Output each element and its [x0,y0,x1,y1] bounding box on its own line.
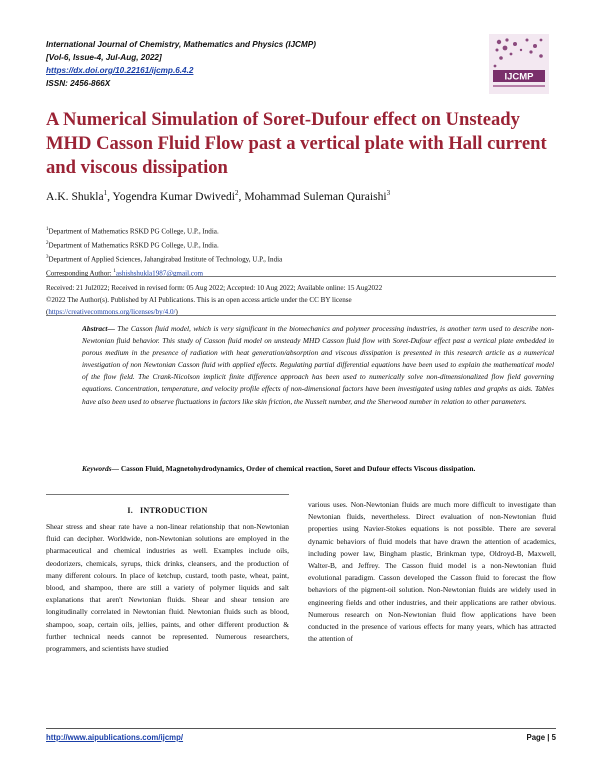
keywords-text: Casson Fluid, Magnetohydrodynamics, Order of chemical reaction, Soret and Dufour effects Viscous dissipation. [120,464,476,473]
license-link[interactable]: https://creativecommons.org/licenses/by/4.0/ [48,307,176,316]
abstract-text: The Casson fluid model, which is very significant in the biomechanics and polymer processing industries, is another term used to describe non-Newtonian fluid behavior. This study of Casson fluid model on unsteady MHD Casson fluid flow with Soret-Dufour effect past a vertical plate embedded in porous medium in the presence of radiation with heat generation/absorption and viscous dissipation is presented in this research article as a numerical investigation of non Newtonian Casson fluid with applied effects. Regulating partial differential equations have been used to explain the mathematical model of the flow field. The Crank-Nicolson implicit finite difference approach has been used to numerically solve non-dimensionalized flow field governing equations. Concentration, temperature, and velocity profile effects of non-dimensional factors have been investigated using tables and graphs as aids. Tables have also been used to observe fluctuations in factors like skin friction, the Nusselt number, and the Sherwood number in relation to other parameters. [82,324,554,406]
received-dates: Received: 21 Jul2022; Received in revised form: 05 Aug 2022; Accepted: 10 Aug 2022; Available online: 15 Aug2022 [46,284,383,292]
journal-logo [487,32,551,96]
divider-bottom [46,315,556,316]
paper-title: A Numerical Simulation of Soret-Dufour effect on Unsteady MHD Casson Fluid Flow past a vertical plate with Hall current and viscous dissipation [46,109,547,178]
abstract-label: Abstract [82,324,108,333]
corresponding-author: Corresponding Author: $^1$ashishshukla1987@gmail.com [46,268,204,278]
author-2-sup: 2 [235,189,239,197]
page-number: Page | 5 [526,733,556,742]
journal-header [46,38,446,90]
affiliation-3: $^3$Department of Applied Sciences, Jahangirabad Institute of Technology, U.P., India [46,254,283,264]
keywords-label: Keywords [82,464,112,473]
article-history [46,283,556,318]
divider-top [46,276,556,277]
author-1-sup: 1 [103,189,108,197]
affiliations [46,224,556,280]
body-column-right: various uses. Non-Newtonian fluids are much more difficult to investigate than Newtonian fluids, nevertheless. Direct evaluation of non-Newtonian fluid properties using Navier-Stokes equations is not possible. There are several dynamic behaviors of fluid models that have drawn the attention of academics, including power law, Bingham plastic, Brinkman type, Oldroyd-B, Maxwell, Walter-B, and Jeffrey. The Casson fluid model is a non-Newtonian fluid evolutional paradigm. Casson developed the Casson fluid to forecast the flow behaviors of the pigment-oil solution. Non-Newtonian fluids are widely used in engineering fields and other industries, and their applications are rather obvious. Numerous research on Non-Newtonian fluid flow applications have been conducted in the presence of various effects for many years, which has attracted the attention of [308,500,556,644]
abstract: Abstract— The Casson fluid model, which is very significant in the biomechanics and polymer processing industries, is another term used to describe non-Newtonian fluid behavior. This study of Casson fluid model on unsteady MHD Casson fluid flow with Soret-Dufour effect past a vertical plate embedded in porous medium in the presence of radiation with heat generation/absorption and viscous dissipation is presented in this research article as a numerical investigation of non Newtonian Casson fluid with applied effects. Regulating partial differential equations have been used to explain the mathematical model of the flow field. The Crank-Nicolson implicit finite difference approach has been used to numerically solve non-dimensionalized flow field governing equations. Concentration, temperature, and velocity profile effects of non-dimensional factors have been investigated using tables and graphs as aids. Tables have also been used to observe fluctuations in factors like skin friction, the Nusselt number, and the Sherwood number in relation to other parameters. [82,324,554,406]
keywords: Keywords— Casson Fluid, Magnetohydrodynamics, Order of chemical reaction, Soret and Dufour effects Viscous dissipation. [82,464,476,473]
section-heading: I. INTRODUCTION [127,506,208,515]
issn: ISSN: 2456-866X [46,79,111,88]
doi-link[interactable]: https://dx.doi.org/10.22161/ijcmp.6.4.2 [46,66,194,75]
author-3: Mohammad Suleman Quraishi [244,189,387,203]
copyright-notice: ©2022 The Author(s). Published by AI Publications. This is an open access article under the CC BY license [46,295,352,304]
affiliation-1: $^1$Department of Mathematics RSKD PG College, U.P., India. [46,227,219,236]
author-1: A.K. Shukla [46,189,104,203]
affiliation-2: $^2$Department of Mathematics RSKD PG College, U.P., India. [46,240,219,250]
body-column-left: Shear stress and shear rate have a non-linear relationship that non-Newtonian fluid can decipher. Worldwide, non-Newtonian solutions are employed in the pharmaceutical and chemical industries as well. Examples include oils, deodorizers, chemicals, syrups, thick drinks, cleansers, and the production of many different colours. In place of ketchup, custard, tooth paste, wheat, paint, blood, and shampoo, there are still a variety of polymer liquids and salt explanations that aren't Newtonian fluids. Shear and shear tension are longitudinally correlated in Newtonian fluid. Newtonian fluids such as blood, shampoo, soap, certain oils, jellies, paints, and other different production & further technical needs cannot be represented. Numerous researchers, programmers, and scientists have studied [46,522,289,654]
author-list: A.K. Shukla$^1$, Yogendra Kumar Dwivedi$^2$, Mohammad Suleman Quraishi$^3$ [46,189,391,203]
author-2: Yogendra Kumar Dwivedi [112,189,236,203]
author-3-sup: 3 [386,189,391,197]
journal-name: International Journal of Chemistry, Mathematics and Physics (IJCMP) [46,40,316,49]
section-divider [46,494,289,495]
corresponding-email[interactable]: ashishshukla1987@gmail.com [115,269,204,278]
volume-info: [Vol-6, Issue-4, Jul-Aug, 2022] [46,53,162,62]
footer-url[interactable]: http://www.aipublications.com/ijcmp/ [46,733,184,742]
footer-divider [46,728,556,729]
license-line: (https://creativecommons.org/licenses/by/4.0/) [46,307,178,316]
svg-text:IJCMP: IJCMP [504,71,534,83]
